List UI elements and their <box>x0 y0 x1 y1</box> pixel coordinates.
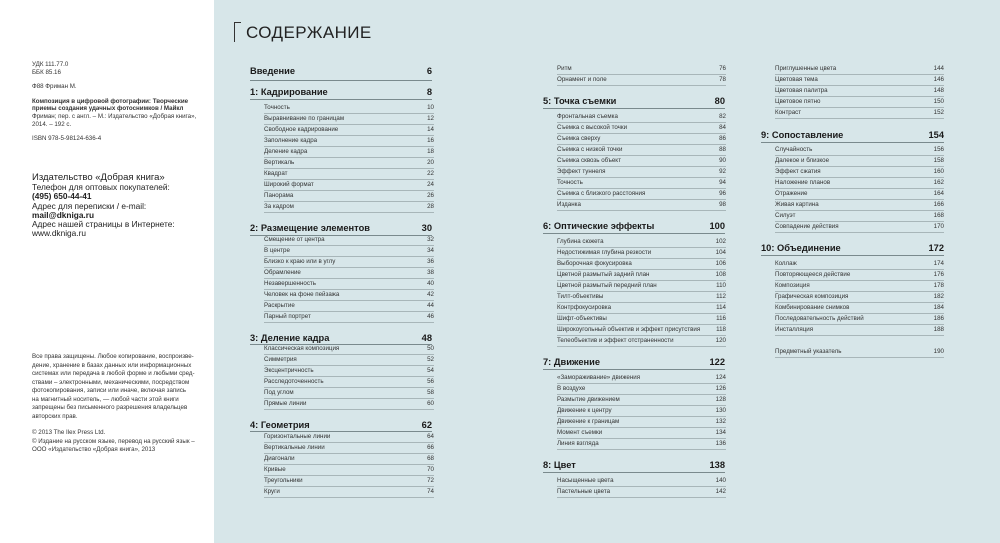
toc-item[interactable]: Смещение от центра 32 <box>264 236 434 243</box>
item-rule <box>775 199 944 200</box>
copyright-line: © 2013 The Ilex Press Ltd. <box>32 429 106 436</box>
rights-line: авторских прав. <box>32 412 78 420</box>
toc-item[interactable]: Контраст 152 <box>775 109 944 116</box>
item-rule <box>557 438 726 439</box>
toc-item[interactable]: Панорама 26 <box>264 192 434 199</box>
toc-item[interactable]: Линия взгляда 136 <box>557 440 726 447</box>
toc-item[interactable]: Цветной размытый передний план 110 <box>557 282 726 289</box>
left-page <box>0 0 214 543</box>
toc-item[interactable]: Коллаж 174 <box>775 260 944 267</box>
chapter-rule <box>543 108 725 109</box>
toc-item[interactable]: Цветной размытый задний план 108 <box>557 271 726 278</box>
item-rule <box>264 256 434 257</box>
item-rule <box>557 247 726 248</box>
item-rule <box>557 291 726 292</box>
toc-item[interactable]: Цветовая тема 146 <box>775 76 944 83</box>
toc-item[interactable]: Композиция 178 <box>775 282 944 289</box>
chapter-rule <box>250 99 432 100</box>
item-rule <box>557 122 726 123</box>
item-rule <box>775 291 944 292</box>
item-rule <box>557 155 726 156</box>
item-rule <box>557 199 726 200</box>
item-rule <box>775 74 944 75</box>
item-rule <box>557 383 726 384</box>
item-rule <box>557 335 726 336</box>
toc-item[interactable]: Деление кадра 18 <box>264 148 434 155</box>
toc-chapter-9[interactable]: 9: Сопоставление 154 <box>761 130 944 140</box>
book-title-line: Композиция в цифровой фотографии: Творческие <box>32 97 189 105</box>
item-rule <box>775 177 944 178</box>
item-rule <box>557 346 726 347</box>
toc-item[interactable]: Съемка с низкой точки 88 <box>557 146 726 153</box>
publisher-name: Издательство «Добрая книга» <box>32 172 165 183</box>
toc-item[interactable]: Широкоугольный объектив и эффект присутствия 118 <box>557 326 726 333</box>
item-rule <box>264 300 434 301</box>
chapter-rule <box>543 233 725 234</box>
rights-line: на магнитный носитель, — любой части этой книги <box>32 395 179 403</box>
item-rule <box>557 74 726 75</box>
toc-item[interactable]: Диагонали 68 <box>264 455 434 462</box>
item-rule <box>557 302 726 303</box>
toc-chapter-3[interactable]: 3: Деление кадра 48 <box>250 333 432 343</box>
item-rule <box>264 146 434 147</box>
item-rule <box>264 212 434 213</box>
toc-item[interactable]: Свободное кадрирование 14 <box>264 126 434 133</box>
toc-item[interactable]: Эффект туннеля 92 <box>557 168 726 175</box>
toc-item[interactable]: Графическая композиция 182 <box>775 293 944 300</box>
item-rule <box>264 190 434 191</box>
toc-chapter-5[interactable]: 5: Точка съемки 80 <box>543 96 725 106</box>
item-rule <box>775 96 944 97</box>
toc-item[interactable]: Точность 94 <box>557 179 726 186</box>
item-rule <box>775 155 944 156</box>
toc-item[interactable]: Съемка с близкого расстояния 96 <box>557 190 726 197</box>
rights-line: дение, хранение в базах данных или информационных <box>32 361 192 369</box>
item-rule <box>775 232 944 233</box>
rights-line: запрещены без письменного разрешения владельцев <box>32 404 188 411</box>
toc-chapter-4[interactable]: 4: Геометрия 62 <box>250 420 432 430</box>
chapter-rule <box>543 472 725 473</box>
item-rule <box>775 335 944 336</box>
item-rule <box>557 497 726 498</box>
toc-chapter-2[interactable]: 2: Размещение элементов 30 <box>250 223 432 233</box>
item-rule <box>264 354 434 355</box>
item-rule <box>775 188 944 189</box>
item-rule <box>775 302 944 303</box>
toc-item[interactable]: Последовательность действий 186 <box>775 315 944 322</box>
toc-item[interactable]: Заполнение кадра 16 <box>264 137 434 144</box>
toc-chapter-1[interactable]: 1: Кадрирование 8 <box>250 87 432 97</box>
item-rule <box>264 201 434 202</box>
toc-item[interactable]: Инсталляция 188 <box>775 326 944 333</box>
toc-item[interactable]: Насыщенные цвета 140 <box>557 477 726 484</box>
item-rule <box>775 269 944 270</box>
toc-item[interactable]: Треугольники 72 <box>264 477 434 484</box>
corner-mark <box>234 22 235 42</box>
item-rule <box>264 464 434 465</box>
toc-item[interactable]: Вертикаль 20 <box>264 159 434 166</box>
email-address: mail@dkniga.ru <box>32 209 95 220</box>
toc-item[interactable]: Классическая композиция 50 <box>264 345 434 352</box>
imprint-block <box>32 61 202 143</box>
rights-line: системах или передача в любой форме и любыми сред- <box>32 370 195 377</box>
item-rule <box>264 387 434 388</box>
author-code: Ф88 Фриман М. <box>32 83 77 91</box>
item-rule <box>264 278 434 279</box>
item-rule <box>264 135 434 136</box>
toc-item[interactable]: Эффект сжатия 160 <box>775 168 944 175</box>
bbk-code: ББК 85.16 <box>32 68 61 76</box>
toc-item[interactable]: Круги 74 <box>264 488 434 495</box>
item-rule <box>264 245 434 246</box>
book-desc-line: 2014. – 192 с. <box>32 120 72 128</box>
toc-index-entry[interactable]: Предметный указатель 190 <box>775 348 944 355</box>
item-rule <box>264 267 434 268</box>
item-rule <box>775 107 944 108</box>
item-rule <box>557 449 726 450</box>
item-rule <box>264 168 434 169</box>
toc-item[interactable]: Недостижимая глубина резкости 104 <box>557 249 726 256</box>
item-rule <box>264 365 434 366</box>
item-rule <box>557 210 726 211</box>
item-rule <box>557 405 726 406</box>
toc-chapter-6[interactable]: 6: Оптические эффекты 100 <box>543 221 725 231</box>
toc-item[interactable]: Широкий формат 24 <box>264 181 434 188</box>
toc-item[interactable]: Тилт-объективы 112 <box>557 293 726 300</box>
item-rule <box>775 85 944 86</box>
toc-item[interactable]: Контрфокусировка 114 <box>557 304 726 311</box>
item-rule <box>557 313 726 314</box>
toc-item[interactable]: Размытие движением 128 <box>557 396 726 403</box>
toc-item[interactable]: В воздухе 126 <box>557 385 726 392</box>
item-rule <box>557 85 726 86</box>
item-rule <box>264 289 434 290</box>
publisher-block <box>32 172 207 239</box>
udk-code: УДК 111.77.0 <box>32 61 69 68</box>
toc-item[interactable]: В центре 34 <box>264 247 434 254</box>
item-rule <box>264 179 434 180</box>
chapter-rule <box>543 369 725 370</box>
item-rule <box>264 453 434 454</box>
toc-item[interactable]: Орнамент и поле 78 <box>557 76 726 83</box>
toc-item[interactable]: Совпадение действия 170 <box>775 223 944 230</box>
web-address: www.dkniga.ru <box>32 228 86 239</box>
isbn: ISBN 978-5-98124-636-4 <box>32 135 102 143</box>
toc-item[interactable]: Съемка с высокой точки 84 <box>557 124 726 131</box>
toc-item[interactable]: Съемка сквозь объект 90 <box>557 157 726 164</box>
item-rule <box>557 486 726 487</box>
toc-item[interactable]: Выравнивание по границам 12 <box>264 115 434 122</box>
item-rule <box>264 311 434 312</box>
item-rule <box>264 497 434 498</box>
rights-block <box>32 353 202 455</box>
toc-item[interactable]: Под углом 58 <box>264 389 434 396</box>
item-rule <box>264 486 434 487</box>
toc-item[interactable]: Вертикальные линии 66 <box>264 444 434 451</box>
wholesale-label: Телефон для оптовых покупателей: <box>32 182 170 192</box>
toc-item[interactable]: Незавершенность 40 <box>264 280 434 287</box>
item-rule <box>264 113 434 114</box>
phone-number: (495) 650-44-41 <box>32 191 92 202</box>
rights-line: ствами – электронными, механическими, посредством <box>32 378 190 386</box>
item-rule <box>557 166 726 167</box>
chapter-rule <box>250 431 432 432</box>
toc-item[interactable]: Наложение планов 162 <box>775 179 944 186</box>
toc-item[interactable]: Эксцентричность 54 <box>264 367 434 374</box>
toc-title: СОДЕРЖАНИЕ <box>246 23 372 42</box>
toc-item[interactable]: Момент съемки 134 <box>557 429 726 436</box>
item-rule <box>557 177 726 178</box>
book-title-line: приемы создания удачных фотоснимков / Майкл <box>32 105 184 113</box>
toc-chapter-7[interactable]: 7: Движение 122 <box>543 357 725 367</box>
toc-item[interactable]: Телеобъектив и эффект отстраненности 120 <box>557 337 726 344</box>
item-rule <box>264 409 434 410</box>
toc-item[interactable]: Ритм 76 <box>557 65 726 72</box>
toc-item[interactable]: Раскрытие 44 <box>264 302 434 309</box>
email-label: Адрес для переписки / e-mail: <box>32 200 147 211</box>
toc-item[interactable]: Цветовое пятно 150 <box>775 98 944 105</box>
item-rule <box>264 322 434 323</box>
item-rule <box>557 144 726 145</box>
toc-item[interactable]: Далекое и близкое 158 <box>775 157 944 164</box>
item-rule <box>557 416 726 417</box>
toc-item[interactable]: За кадром 28 <box>264 203 434 210</box>
corner-mark <box>234 22 241 23</box>
chapter-rule <box>761 142 944 143</box>
item-rule <box>775 357 944 358</box>
toc-item[interactable]: «Замораживание» движения 124 <box>557 374 726 381</box>
toc-item[interactable]: Человек на фоне пейзажа 42 <box>264 291 434 298</box>
chapter-rule <box>250 80 432 81</box>
toc-chapter-10[interactable]: 10: Объединение 172 <box>761 243 944 253</box>
toc-item[interactable]: Обрамление 38 <box>264 269 434 276</box>
toc-item[interactable]: Комбинирование снимков 184 <box>775 304 944 311</box>
item-rule <box>557 133 726 134</box>
toc-item[interactable]: Точность 10 <box>264 104 434 111</box>
toc-item[interactable]: Прямые линии 60 <box>264 400 434 407</box>
toc-item[interactable]: Симметрия 52 <box>264 356 434 363</box>
item-rule <box>775 210 944 211</box>
item-rule <box>557 269 726 270</box>
toc-item[interactable]: Пастельные цвета 142 <box>557 488 726 495</box>
item-rule <box>557 324 726 325</box>
toc-item[interactable]: Повторяющееся действие 176 <box>775 271 944 278</box>
toc-item[interactable]: Парный портрет 46 <box>264 313 434 320</box>
toc-item[interactable]: Случайность 156 <box>775 146 944 153</box>
toc-item[interactable]: Силуэт 168 <box>775 212 944 219</box>
item-rule <box>775 280 944 281</box>
item-rule <box>557 394 726 395</box>
toc-item[interactable]: Выборочная фокусировка 106 <box>557 260 726 267</box>
toc-item[interactable]: Движение к границам 132 <box>557 418 726 425</box>
translation-line: ООО «Издательство «Добрая книга», 2013 <box>32 446 156 453</box>
translation-line: © Издание на русском языке, перевод на русский язык – <box>32 437 195 445</box>
item-rule <box>557 188 726 189</box>
item-rule <box>557 427 726 428</box>
toc-item[interactable]: Глубина сюжета 102 <box>557 238 726 245</box>
toc-item[interactable]: Фронтальная съемка 82 <box>557 113 726 120</box>
item-rule <box>557 258 726 259</box>
item-rule <box>775 313 944 314</box>
toc-item[interactable]: Приглушенные цвета 144 <box>775 65 944 72</box>
toc-item[interactable]: Отражение 164 <box>775 190 944 197</box>
toc-item[interactable]: Близко к краю или в углу 36 <box>264 258 434 265</box>
toc-item[interactable]: Кривые 70 <box>264 466 434 473</box>
toc-item[interactable]: Шифт-объективы 116 <box>557 315 726 322</box>
toc-chapter-intro[interactable]: Введение 6 <box>250 66 432 76</box>
item-rule <box>775 324 944 325</box>
item-rule <box>264 376 434 377</box>
rights-line: фотокопирования, записи или иначе, включая запись <box>32 387 187 394</box>
item-rule <box>775 221 944 222</box>
item-rule <box>264 157 434 158</box>
item-rule <box>264 475 434 476</box>
toc-item[interactable]: Съемка сверху 86 <box>557 135 726 142</box>
toc-item[interactable]: Изданка 98 <box>557 201 726 208</box>
rights-line: Все права защищены. Любое копирование, воспроизве- <box>32 353 194 360</box>
item-rule <box>264 442 434 443</box>
toc-item[interactable]: Квадрат 22 <box>264 170 434 177</box>
toc-item[interactable]: Расследоточенность 56 <box>264 378 434 385</box>
book-desc-line: Фриман; пер. с англ. – М.: Издательство «Добрая книга», <box>32 112 197 120</box>
item-rule <box>775 118 944 119</box>
item-rule <box>557 280 726 281</box>
toc-item[interactable]: Живая картина 166 <box>775 201 944 208</box>
toc-item[interactable]: Движение к центру 130 <box>557 407 726 414</box>
toc-item[interactable]: Горизонтальные линии 64 <box>264 433 434 440</box>
chapter-rule <box>761 255 944 256</box>
item-rule <box>264 124 434 125</box>
item-rule <box>264 398 434 399</box>
toc-chapter-8[interactable]: 8: Цвет 138 <box>543 460 725 470</box>
web-label: Адрес нашей страницы в Интернете: <box>32 219 175 230</box>
item-rule <box>775 166 944 167</box>
toc-item[interactable]: Цветовая палитра 148 <box>775 87 944 94</box>
